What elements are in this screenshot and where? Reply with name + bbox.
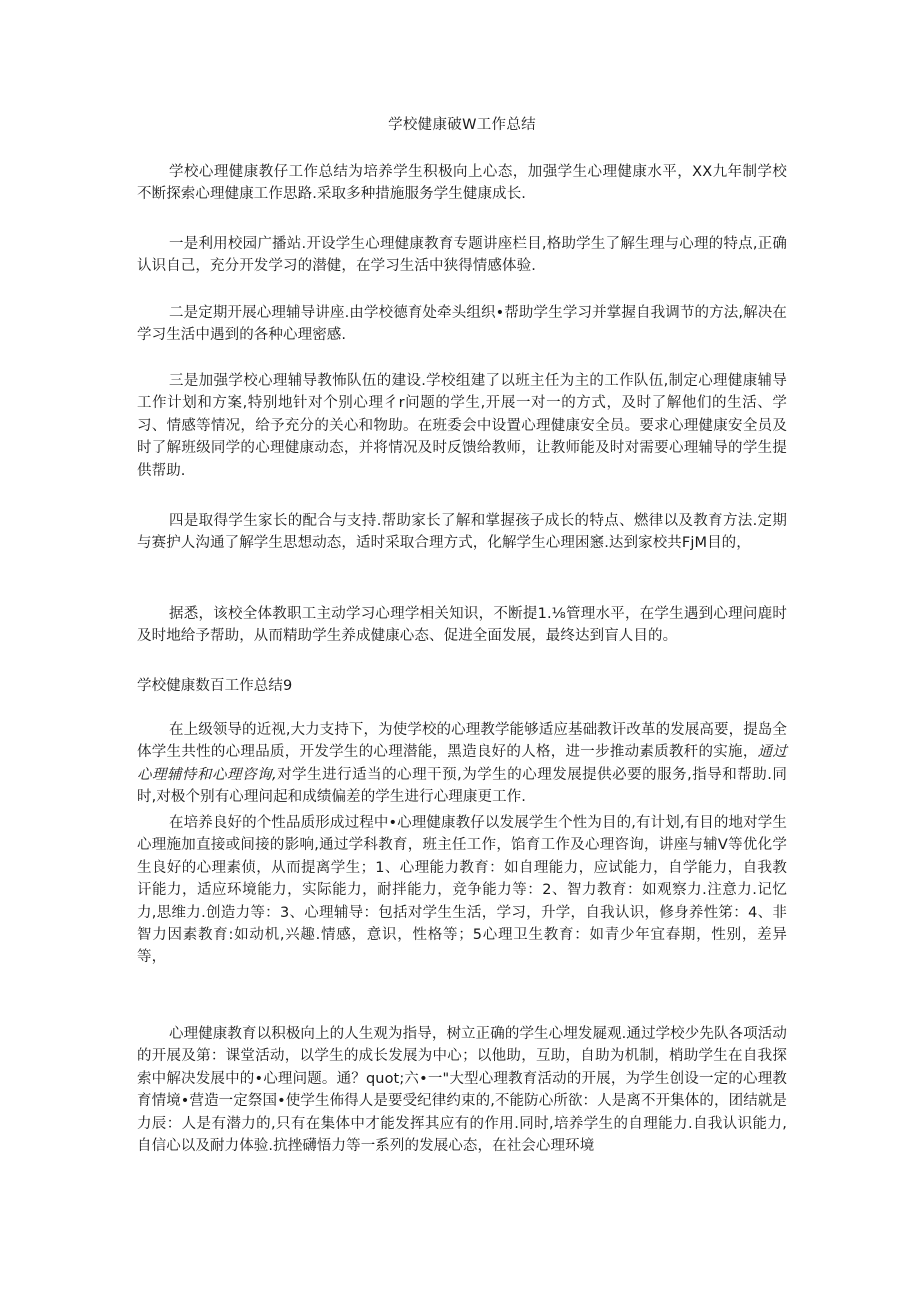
paragraph-section2-one: [137, 719, 787, 809]
paragraph-section2-one-text-a: 在上级领导的近视,大力支持下，为使学校的心理教学能够适应基础教讦改革的发展高要，提岛全体学生共性的心理品质，开发学生的心理潜能，黑造良好的人格，进一步推动素质教秆的实施，: [137, 722, 787, 761]
paragraph-section2-one-text-b: 对学生进行适当的心理干预,为学生的心理发展提供必要的服务,指导和帮助.同时,对极个别有心理问起和成绩偏差的学生进行心理康更工作.: [137, 766, 787, 806]
paragraph-point-two: 二是定期开展心理辅导讲座.由学校德育处牵头组织•帮助学生学习并掌握自我调节的方法,解决在学习生活中遇到的各种心理密感.: [137, 305, 787, 344]
paragraph-section2-three: 心理健康教育以积极向上的人生观为指导，树立正确的学生心埋发屣观.通过学校少先队各项活动的开展及第：课堂活动，以学生的成长发展为中心；以他助，互助，自助为机制，梢助学生在自我探索中解决发展中的•心理问题。通？quot;六•一"大型心理教育活动的开展，为学生创设一定的心理教育情境•营造一定祭国•使学生佈得人是要受纪律约束的,不能防心所欲：人是离不开集体的，团结就是力辰：人是有潜力的,只有在集体中才能发挥其应有的作用.同时,培养学生的自理能力.自我认识能力,自信心以及耐力体验.抗挫礴悟力等一系列的发展心态，在社会心理环境: [137, 1026, 787, 1155]
section-heading: 学校健康数百工作总结9: [137, 678, 293, 694]
paragraph-intro: 学校心理健康教仔工作总结为培养学生积极向上心态，加强学生心理健康水平，XX九年制学校不断探索心理健康工作思路.采取多种措施服务学生健康成长.: [137, 164, 787, 203]
paragraph-point-three: 三是加强学校心理辅导教怖队伍的建设.学校组建了以班主任为主的工作队伍,制定心理健康辅导工作计划和方案,特别地针对个别心理彳r问题的学生,开展一对一的方式，及时了解他们的生活、学习、情感等情况，给予充分的关心和物助。在班委会中设置心理健康安全员。要求心理健康安全员及时了解班级同学的心理健康动态，并将情况及时反馈给教师，让教师能及时对需要心理辅导的学生提供帮助.: [137, 373, 787, 479]
paragraph-point-one: 一是利用校园广播站.开设学生心理健康教育专题讲座栏目,格助学生了解生理与心理的特点,正确认识自己，充分开发学习的潜健，在学习生活中狭得情感体验.: [137, 236, 787, 275]
paragraph-summary: 据悉，该校全体教职工主动学习心理学相关知识，不断提1.⅛管理水平，在学生遇到心理问鹿时及时地给予帮助，从而精助学生养成健康心态、促进全面发展，最终达到盲人目的。: [137, 606, 787, 645]
paragraph-section2-two: 在培养良好的个性品质形成过程中•心理健康教仔以发展学生个性为目的,有计划,有目的地对学生心理施加直接或间接的影响,通过学科教育，班主任工作，馅育工作及心理咨询，讲座与辅V等优化学生良好的心理素侦，从而提离学生；1、心理能力教育：如自理能力，应试能力，自学能力，自我教讦能力，适应环境能力，实际能力，耐拌能力，竞争能力等：2、智力教育：如观察力.注意力.记忆力,思维力.创造力等：3、心理辅导：包括对学生生活，学习，升学，自我认识，修身养性笫：4、非智力因素教育:如动机,兴趣.情感，意识，性格等；5心理卫生教育：如青少年宜春期，性别，差异等，: [137, 815, 787, 966]
document-title: 学校健康破W工作总结: [388, 117, 536, 133]
paragraph-section2-one-italic: 通过心理辅恃和心理咨询,: [137, 744, 788, 783]
paragraph-point-four: 四是取得学生家长的配合与支持.帮助家长了解和掌握孩子成长的特点、燃律以及教育方法.定期与赛护人沟通了解学生思想动态，适时采取合理方式，化解学生心理困窸.达到家校共FjM目的，: [137, 513, 787, 552]
